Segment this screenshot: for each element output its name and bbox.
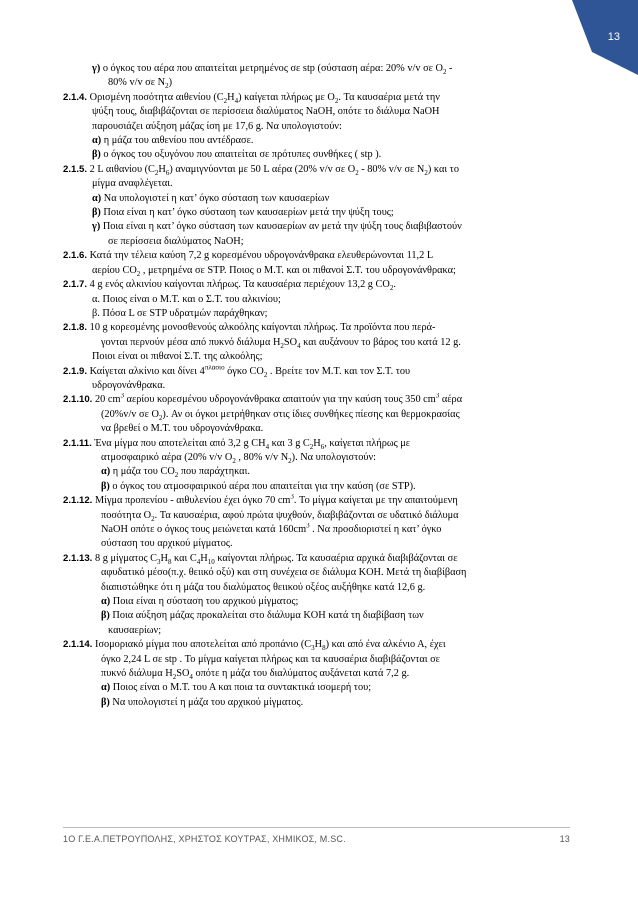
exercise-number: 2.1.10. xyxy=(63,394,96,406)
exercise-number: 2.1.4. xyxy=(63,91,90,103)
footer-text: 1Ο Γ.Ε.Α.ΠΕΤΡΟΥΠΟΛΗΣ, ΧΡΗΣΤΟΣ ΚΟΥΤΡΑΣ, ΧΗΜΙΚΟΣ, M.SC. xyxy=(63,834,346,844)
page-footer xyxy=(63,827,570,844)
text-line xyxy=(63,624,571,638)
text-line xyxy=(63,408,571,422)
item-label: α) xyxy=(92,192,102,204)
superscript: 3 xyxy=(306,523,310,530)
subscript: 6 xyxy=(165,168,170,177)
exercise-number: 2.1.13. xyxy=(63,552,96,564)
page-number: 13 xyxy=(607,31,620,43)
text-run: . Το μίγμα καίγεται με την απαιτούμενη xyxy=(293,495,458,507)
text-line xyxy=(63,509,571,523)
text-line xyxy=(63,465,571,479)
subscript: 2 xyxy=(154,168,159,177)
text-run: αερίου CO xyxy=(92,264,137,276)
subscript: 2 xyxy=(263,370,268,379)
text-line xyxy=(63,523,571,537)
exercise-number: 2.1.12. xyxy=(63,495,96,507)
text-run: ο όγκος του ατμοσφαιρικού αέρα που απαιτείται για την καύση (σε STP). xyxy=(109,480,416,492)
text-run: και αυξάνουν το βάρος του κατά 12 g. xyxy=(300,336,461,348)
text-run: . Να προσδιοριστεί η κατ’ όγκο xyxy=(309,524,442,535)
text-line xyxy=(63,480,571,494)
text-line xyxy=(63,293,571,307)
text-run: H xyxy=(227,91,235,103)
text-run: μίγμα αναφλέγεται. xyxy=(92,178,173,190)
item-label: γ) xyxy=(92,63,101,74)
text-run: πυκνό διάλυμα H xyxy=(101,668,173,680)
text-run: ) και από ένα αλκένιο Α, έχει xyxy=(325,639,446,651)
page-number-badge xyxy=(572,0,638,75)
subscript: 4 xyxy=(234,96,239,105)
text-run: Ποια είναι η σύσταση του αρχικού μίγματος; xyxy=(110,596,299,608)
page-corner-shape xyxy=(572,0,638,75)
text-run: υδρογονάνθρακα. xyxy=(92,379,166,391)
text-line xyxy=(63,638,571,652)
text-run: Να υπολογιστεί η μάζα του αρχικού μίγματος. xyxy=(109,696,304,708)
text-run: ) και το xyxy=(427,163,459,175)
text-run: ψύξη τους, διαβιβάζονται σε περίσσεια διαλύματος NaOH, οπότε το διάλυμα NaOH xyxy=(92,106,440,118)
text-run: α. Ποιος είναι ο Μ.Τ. και ο Σ.Τ. του αλκινίου; xyxy=(92,293,281,305)
footer-page-number: 13 xyxy=(559,834,570,844)
exercise-number: 2.1.8. xyxy=(63,322,90,334)
text-run: H xyxy=(314,639,323,651)
exercise-number: 2.1.6. xyxy=(63,250,90,262)
text-run: ). Να υπολογιστούν: xyxy=(291,451,377,463)
text-line xyxy=(63,336,571,350)
text-run: γονται περνούν μέσα από πυκνό διάλυμα H xyxy=(101,336,281,348)
text-line xyxy=(63,681,571,695)
text-line xyxy=(63,62,571,76)
text-run: ). Αν οι όγκοι μετρήθηκαν στις ίδιες συνθήκες πίεσης και θερμοκρασίας xyxy=(162,408,460,420)
text-run: όγκο CO xyxy=(224,365,264,377)
text-run: και 3 g C xyxy=(269,437,310,449)
superscript: 3 xyxy=(120,393,124,400)
text-line xyxy=(63,220,571,234)
text-line xyxy=(63,365,571,379)
text-line xyxy=(63,595,571,609)
exercise-number: 2.1.11. xyxy=(63,437,95,449)
text-line xyxy=(63,134,571,148)
text-line xyxy=(63,379,571,393)
text-run: Κατά την τέλεια καύση 7,2 g κορεσμένου υδρογονάνθρακα ελευθερώνονται 11,2 L xyxy=(89,250,434,262)
text-line xyxy=(63,393,571,407)
text-run: NaOH οπότε ο όγκος τους μειώνεται κατά 160cm xyxy=(101,524,307,535)
text-line xyxy=(63,566,571,580)
text-run: 2 L αιθανίου (C xyxy=(89,163,155,175)
subscript: 8 xyxy=(322,644,326,653)
subscript: 2 xyxy=(158,413,163,422)
item-label: β) xyxy=(101,610,110,622)
subscript: 8 xyxy=(167,557,172,566)
text-run: οπότε η μάζα του διαλύματος αυξάνεται κατά 7,2 g. xyxy=(192,668,410,680)
text-line xyxy=(63,437,571,451)
text-line xyxy=(63,581,571,595)
exercise-list xyxy=(63,62,571,710)
text-line xyxy=(63,451,571,465)
subscript: 6 xyxy=(320,442,325,451)
text-run: Ποια είναι η κατ’ όγκο σύσταση των καυσαερίων μετά την ψύξη τους; xyxy=(100,207,394,219)
item-label: α) xyxy=(101,682,111,694)
text-run: - xyxy=(446,63,453,74)
text-run: SO xyxy=(176,668,190,680)
text-line xyxy=(63,120,571,134)
item-label: β) xyxy=(92,207,101,219)
text-line xyxy=(63,235,571,249)
superscript: πλάσιο xyxy=(204,364,225,372)
item-label: α) xyxy=(101,596,111,608)
subscript: 2 xyxy=(174,471,179,480)
subscript: 2 xyxy=(280,341,284,350)
text-run: και C xyxy=(171,552,197,564)
text-run: β. Πόσα L σε STP υδρατμών παράχθηκαν; xyxy=(92,307,268,319)
subscript: 4 xyxy=(196,557,201,566)
text-run: ο όγκος του αέρα που απαιτείται μετρημένος σε stp (σύσταση αέρα: 20% v/v σε O xyxy=(100,63,443,74)
subscript: 2 xyxy=(288,457,292,466)
text-run: - 80% v/v σε N xyxy=(358,163,425,175)
text-run: αφυδατικό μέσο(π.χ. θειικό οξύ) και στη συνέχεια σε διάλυμα KOH. Μετά τη διαβίβαση xyxy=(101,567,467,579)
subscript: 3 xyxy=(157,557,161,566)
text-line xyxy=(63,696,571,710)
text-run: H xyxy=(158,163,166,175)
exercise-number: 2.1.5. xyxy=(63,163,90,175)
subscript: 2 xyxy=(172,673,177,682)
text-line xyxy=(63,91,571,105)
text-run: Ισομοριακό μίγμα που αποτελείται από προπάνιο (C xyxy=(95,639,312,651)
text-line xyxy=(63,105,571,119)
text-line xyxy=(63,307,571,321)
text-line xyxy=(63,192,571,206)
text-run: καυσαερίων; xyxy=(108,624,162,636)
text-line xyxy=(63,350,571,364)
text-line xyxy=(63,494,571,508)
text-line xyxy=(63,177,571,191)
text-run: να βρεθεί ο Μ.Τ. του υδρογονάνθρακα. xyxy=(101,423,264,435)
text-line xyxy=(63,422,571,436)
text-run: καίγονται πλήρως. Τα καυσαέρια αρχικά διαβιβάζονται σε xyxy=(214,552,458,564)
text-run: H xyxy=(160,552,168,564)
item-label: α) xyxy=(101,466,111,478)
text-line xyxy=(63,249,571,263)
exercise-number: 2.1.9. xyxy=(63,365,90,377)
text-run: ) καίγεται πλήρως με O xyxy=(238,91,335,103)
text-run: . Βρείτε τον Μ.Τ. και τον Σ.Τ. του xyxy=(267,365,411,377)
text-run: αέρα xyxy=(439,394,463,406)
text-run: . Τα καυσαέρια μετά την xyxy=(338,91,440,103)
text-run: παρουσιάζει αύξηση μάζας ίση με 17,6 g. Να υπολογιστούν: xyxy=(92,120,342,132)
subscript: 2 xyxy=(309,442,314,451)
exercise-number: 2.1.7. xyxy=(63,279,90,291)
text-run: Ένα μίγμα που αποτελείται από 3,2 g CH xyxy=(94,437,266,449)
text-run: 80% v/v σε N xyxy=(108,77,166,89)
subscript: 10 xyxy=(207,557,215,566)
text-run: Ποια είναι η κατ’ όγκο σύσταση των καυσαερίων αν μετά την ψύξη τους διαβιβαστούν xyxy=(100,221,462,233)
superscript: 3 xyxy=(290,494,294,501)
text-line xyxy=(63,206,571,220)
text-run: H xyxy=(313,437,321,449)
text-run: . Τα καυσαέρια, αφού πρώτα ψυχθούν, διαβιβάζονται σε υδατικό διάλυμα xyxy=(154,509,459,521)
text-line xyxy=(63,278,571,292)
text-line xyxy=(63,609,571,623)
subscript: 4 xyxy=(189,673,193,682)
text-run: η μάζα του CO xyxy=(110,466,175,478)
text-run: διαπιστώθηκε ότι η μάζα του διαλύματος θειικού οξέος αυξήθηκε κατά 12,6 g. xyxy=(101,581,426,593)
text-run: ) xyxy=(168,77,173,89)
subscript: 2 xyxy=(442,68,447,77)
text-line xyxy=(63,653,571,667)
text-run: όγκο 2,24 L σε stp . Το μίγμα καίγεται πλήρως και τα καυσαέρια διαβιβάζονται σε xyxy=(101,653,440,665)
text-line xyxy=(63,163,571,177)
item-label: γ) xyxy=(92,221,101,233)
subscript: 2 xyxy=(424,168,428,177)
text-run: που παράχτηκαι. xyxy=(178,466,250,478)
text-line xyxy=(63,76,571,90)
text-run: 8 g μίγματος C xyxy=(95,552,158,564)
text-run: Ποιοι είναι οι πιθανοί Σ.Τ. της αλκοόλης; xyxy=(92,351,263,363)
text-run: η μάζα του αιθενίου που αντέδρασε. xyxy=(101,135,254,147)
text-run: (20%v/v σε O xyxy=(101,408,159,420)
superscript: 3 xyxy=(435,393,440,400)
text-run: σύσταση του αρχικού μίγματος. xyxy=(101,538,233,550)
text-run: , 80% v/v N xyxy=(235,451,289,463)
subscript: 2 xyxy=(151,514,155,523)
text-run: Μίγμα προπενίου - αιθυλενίου έχει όγκο 70 cm xyxy=(95,495,291,507)
text-run: , καίγεται πλήρως με xyxy=(324,437,411,449)
exercise-number: 2.1.14. xyxy=(63,639,96,651)
item-label: β) xyxy=(101,696,110,708)
subscript: 2 xyxy=(136,269,141,278)
subscript: 2 xyxy=(389,284,394,293)
text-line xyxy=(63,321,571,335)
item-label: α) xyxy=(92,135,102,147)
subscript: 2 xyxy=(334,96,339,105)
text-run: SO xyxy=(283,336,298,348)
text-run: , μετρημένα σε STP. Ποιος ο Μ.Τ. και οι πιθανοί Σ.Τ. του υδρογονάνθρακα; xyxy=(140,264,456,276)
text-run: ο όγκος του οξυγόνου που απαιτείται σε πρότυπες συνθήκες ( stp ). xyxy=(100,149,382,161)
text-run: ) αναμιγνύονται με 50 L αέρα (20% v/v σε O xyxy=(169,163,356,175)
text-line xyxy=(63,148,571,162)
subscript: 2 xyxy=(223,96,228,105)
text-line xyxy=(63,552,571,566)
text-line xyxy=(63,667,571,681)
item-label: β) xyxy=(101,480,110,492)
text-run: H xyxy=(200,552,208,564)
subscript: 2 xyxy=(355,168,359,177)
text-run: ατμοσφαιρικό αέρα (20% v/v O xyxy=(101,451,233,463)
text-run: Ποιος είναι ο Μ.Τ. του Α και ποια τα συντακτικά ισομερή του; xyxy=(110,682,372,694)
subscript: 2 xyxy=(232,457,236,466)
text-run: Ορισμένη ποσότητα αιθενίου (C xyxy=(89,91,224,103)
subscript: 4 xyxy=(297,341,301,350)
text-run: σε περίσσεια διαλύματος NaOH; xyxy=(108,235,244,247)
text-run: Καίγεται αλκίνιο και δίνει 4 xyxy=(89,365,205,377)
text-line xyxy=(63,264,571,278)
subscript: 2 xyxy=(165,82,169,91)
subscript: 3 xyxy=(311,644,315,653)
text-run: 4 g ενός αλκινίου καίγονται πλήρως. Τα καυσαέρια περιέχουν 13,2 g CO xyxy=(89,279,390,291)
text-run: ποσότητα O xyxy=(101,509,152,521)
subscript: 4 xyxy=(265,442,270,451)
text-line xyxy=(63,537,571,551)
text-run: . xyxy=(393,279,396,291)
text-run: Να υπολογιστεί η κατ’ όγκο σύσταση των καυσαερίων xyxy=(101,192,330,204)
text-run: αερίου κορεσμένου υδρογονάνθρακα απαιτούν για την καύση τους 350 cm xyxy=(123,394,436,406)
text-run: Ποια αύξηση μάζας προκαλείται στο διάλυμα KOH κατά τη διαβίβαση των xyxy=(109,610,424,622)
text-run: 10 g κορεσμένης μονοσθενούς αλκοόλης καίγονται πλήρως. Τα προϊόντα που περά- xyxy=(89,322,436,334)
text-run: 20 cm xyxy=(95,394,121,406)
item-label: β) xyxy=(92,149,101,161)
